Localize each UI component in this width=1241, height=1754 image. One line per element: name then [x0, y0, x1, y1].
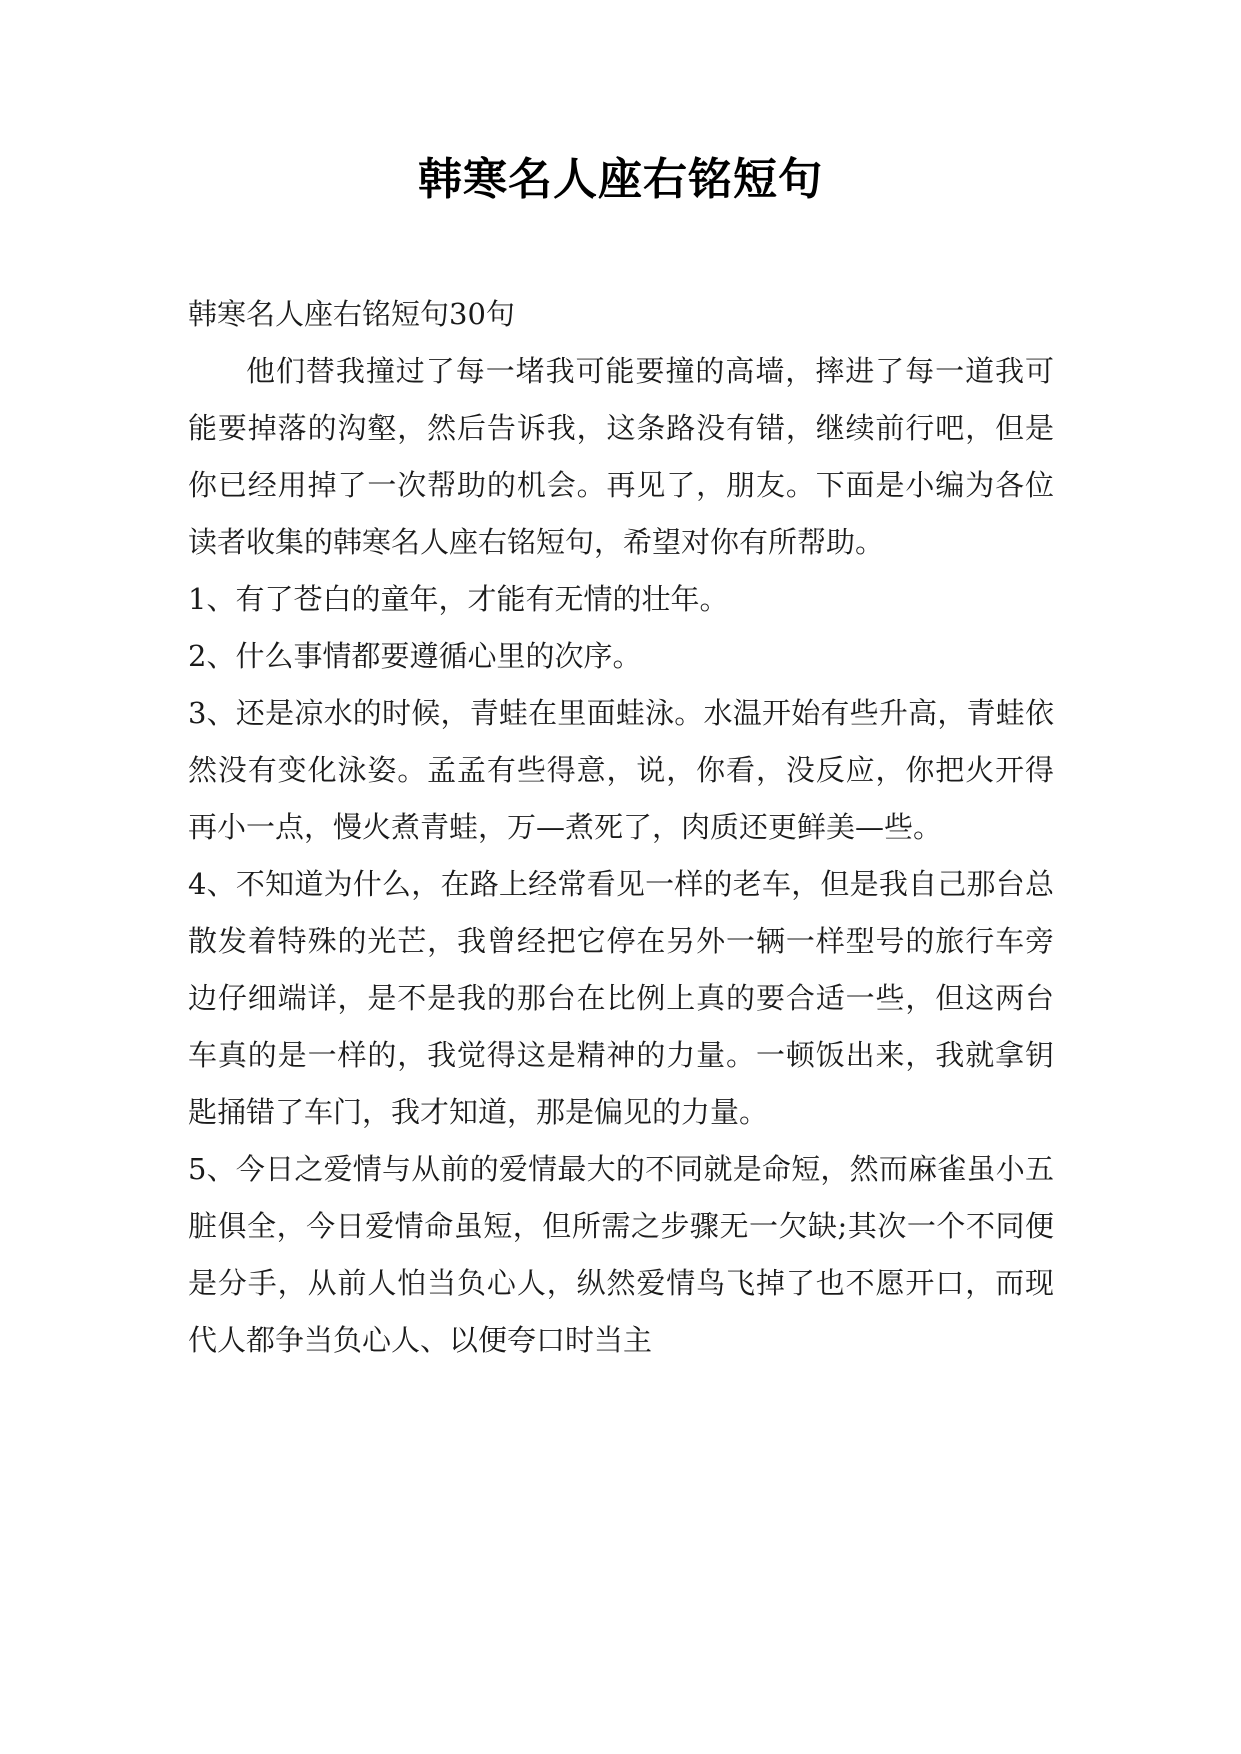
list-item: 3、还是凉水的时候，青蛙在里面蛙泳。水温开始有些升高，青蛙依然没有变化泳姿。孟孟有些得意，说，你看，没反应，你把火开得再小一点，慢火煮青蛙，万—煮死了，肉质还更鲜美—些。	[188, 696, 1054, 844]
document-body	[188, 286, 1054, 1369]
list-item: 5、今日之爱情与从前的爱情最大的不同就是命短，然而麻雀虽小五脏俱全，今日爱情命虽短，但所需之步骤无一欠缺;其次一个不同便是分手，从前人怕当负心人，纵然爱情鸟飞掉了也不愿开口，而现代人都争当负心人、以便夸口时当主	[188, 1152, 1054, 1357]
subtitle-line: 韩寒名人座右铭短句30句	[188, 297, 515, 331]
list-item: 4、不知道为什么，在路上经常看见一样的老车，但是我自己那台总散发着特殊的光芒，我曾经把它停在另外一辆一样型号的旅行车旁边仔细端详，是不是我的那台在比例上真的要合适一些，但这两台车真的是一样的，我觉得这是精神的力量。一顿饭出来，我就拿钥匙捅错了车门，我才知道，那是偏见的力量。	[188, 867, 1054, 1129]
page-title: 韩寒名人座右铭短句	[418, 154, 823, 205]
list-item: 2、什么事情都要遵循心里的次序。	[188, 639, 642, 673]
intro-paragraph: 他们替我撞过了每一堵我可能要撞的高墙，摔进了每一道我可能要掉落的沟壑，然后告诉我，这条路没有错，继续前行吧，但是你已经用掉了一次帮助的机会。再见了，朋友。下面是小编为各位读者收集的韩寒名人座右铭短句，希望对你有所帮助。	[188, 354, 1054, 559]
list-item: 1、有了苍白的童年，才能有无情的壮年。	[188, 582, 729, 616]
